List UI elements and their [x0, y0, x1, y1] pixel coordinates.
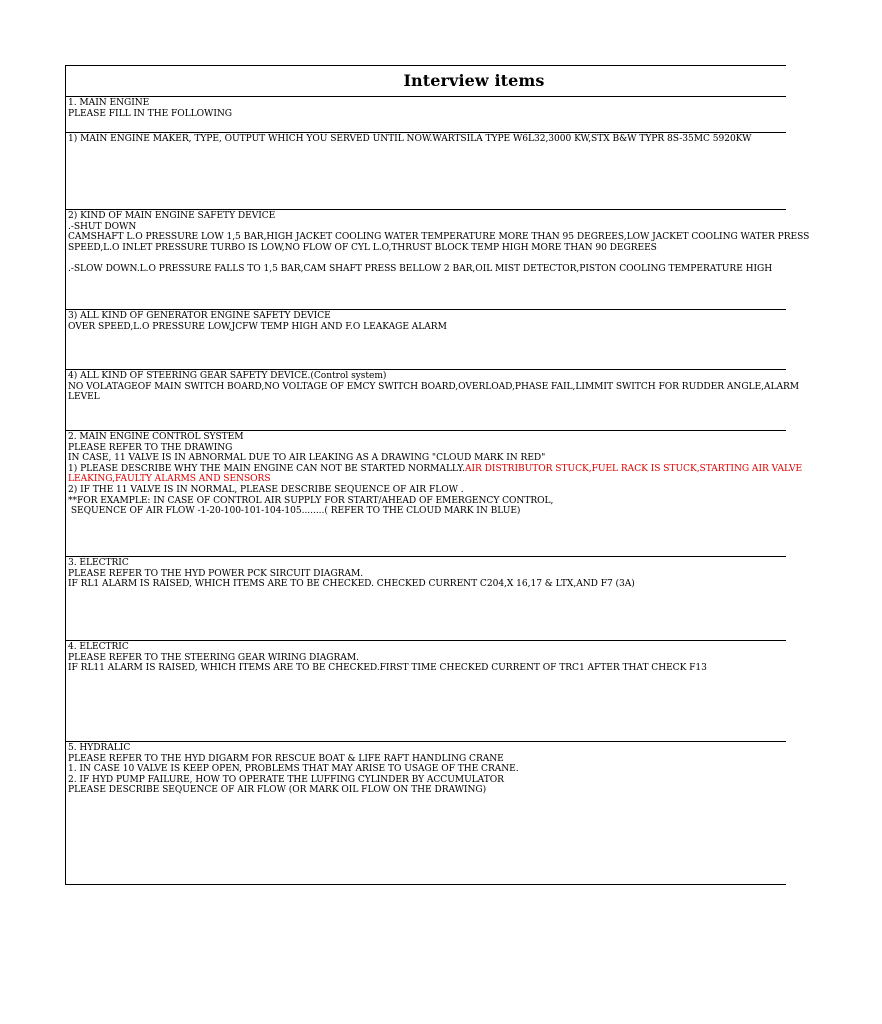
section-electric-steering: [66, 641, 786, 742]
answer-text-red: AIR DISTRIBUTOR STUCK,FUEL RACK IS STUCK,STARTING AIR VALVE: [464, 463, 803, 474]
question-line: 2) IF THE 11 VALVE IS IN NORMAL, PLEASE DESCRIBE SEQUENCE OF AIR FLOW .: [68, 484, 464, 495]
question-line: [68, 463, 803, 475]
section-generator-safety: [66, 310, 786, 370]
section-line: IN CASE, 11 VALVE IS IN ABNORMAL DUE TO AIR LEAKING AS A DRAWING "CLOUD MARK IN RED": [68, 453, 546, 464]
answer-line: NO VOLATAGEOF MAIN SWITCH BOARD,NO VOLTAGE OF EMCY SWITCH BOARD,OVERLOAD,PHASE FAIL,LIMMIT SWITCH FOR RUDDER ANGLE,ALARM: [68, 381, 800, 392]
section-heading: 1. MAIN ENGINE: [68, 98, 150, 108]
question-line: IF RL1 ALARM IS RAISED, WHICH ITEMS ARE TO BE CHECKED. CHECKED CURRENT C204,X 16,17 & LTX,AND F7 (3A): [68, 579, 635, 590]
section-heading: 4. ELECTRIC: [68, 642, 129, 652]
section-line: PLEASE REFER TO THE DRAWING: [68, 442, 233, 453]
answer-line: .-SLOW DOWN.L.O PRESSURE FALLS TO 1,5 BAR,CAM SHAFT PRESS BELLOW 2 BAR,OIL MIST DETECTOR,PISTON COOLING TEMPERATURE HIGH: [68, 264, 773, 275]
question-line: 4) ALL KIND OF STEERING GEAR SAFETY DEVICE.(Control system): [68, 371, 387, 381]
section-line: PLEASE FILL IN THE FOLLOWING: [68, 108, 233, 119]
section-hydraulic: [66, 742, 786, 884]
title-row: [66, 66, 786, 97]
example-line: **FOR EXAMPLE: IN CASE OF CONTROL AIR SUPPLY FOR START/AHEAD OF EMERGENCY CONTROL,: [68, 495, 554, 506]
question-line: IF RL11 ALARM IS RAISED, WHICH ITEMS ARE TO BE CHECKED.FIRST TIME CHECKED CURRENT OF TRC1 AFTER THAT CHECK F13: [68, 663, 707, 674]
section-heading: 5. HYDRALIC: [68, 743, 131, 753]
answer-line: SPEED,L.O INLET PRESSURE TURBO IS LOW,NO FLOW OF CYL L.O,THRUST BLOCK TEMP HIGH MORE THAN 90 DEGREES: [68, 242, 657, 253]
section-main-engine: [66, 97, 786, 133]
question-line: PLEASE DESCRIBE SEQUENCE OF AIR FLOW (OR MARK OIL FLOW ON THE DRAWING): [68, 785, 487, 796]
section-me-safety-device: [66, 210, 810, 310]
section-heading: 3. ELECTRIC: [68, 558, 129, 568]
question-line: 2. IF HYD PUMP FAILURE, HOW TO OPERATE THE LUFFING CYLINDER BY ACCUMULATOR: [68, 774, 504, 785]
section-line: PLEASE REFER TO THE HYD DIGARM FOR RESCUE BOAT & LIFE RAFT HANDLING CRANE: [68, 753, 504, 764]
section-line: PLEASE REFER TO THE STEERING GEAR WIRING DIAGRAM.: [68, 652, 359, 663]
question-line: 1. IN CASE 10 VALVE IS KEEP OPEN, PROBLEMS THAT MAY ARISE TO USAGE OF THE CRANE.: [68, 764, 519, 775]
section-line: PLEASE REFER TO THE HYD POWER PCK SIRCUIT DIAGRAM.: [68, 568, 364, 579]
answer-text-red: LEAKING,FAULTY ALARMS AND SENSORS: [68, 474, 271, 485]
question-line: 2) KIND OF MAIN ENGINE SAFETY DEVICE: [68, 211, 276, 221]
interview-sheet: [65, 65, 810, 885]
answer-line: .-SHUT DOWN: [68, 221, 137, 232]
section-heading: 2. MAIN ENGINE CONTROL SYSTEM: [68, 432, 244, 442]
section-electric-hyd: [66, 557, 786, 641]
section-engine-maker: [66, 133, 786, 210]
section-steering-safety: [66, 370, 800, 431]
blank-line: [68, 253, 786, 264]
section-me-control-system: [66, 431, 803, 557]
answer-line: LEVEL: [68, 392, 100, 403]
answer-line: CAMSHAFT L.O PRESSURE LOW 1,5 BAR,HIGH JACKET COOLING WATER TEMPERATURE MORE THAN 95 DEGREES,LOW JACKET COOLING WATER PRESS: [68, 232, 810, 243]
question-text: 1) PLEASE DESCRIBE WHY THE MAIN ENGINE CAN NOT BE STARTED NORMALLY.: [68, 463, 465, 474]
question-line: 1) MAIN ENGINE MAKER, TYPE, OUTPUT WHICH YOU SERVED UNTIL NOW.WARTSILA TYPE W6L32,3000 KW,STX B&W TYPR 8S-35MC 5920KW: [68, 134, 752, 144]
example-line: SEQUENCE OF AIR FLOW -1-20-100-101-104-105........( REFER TO THE CLOUD MARK IN BLUE): [68, 506, 521, 517]
answer-line: OVER SPEED,L.O PRESSURE LOW,JCFW TEMP HIGH AND F.O LEAKAGE ALARM: [68, 321, 447, 332]
page-title: Interview items: [403, 71, 545, 90]
question-line: 3) ALL KIND OF GENERATOR ENGINE SAFETY DEVICE: [68, 311, 331, 321]
